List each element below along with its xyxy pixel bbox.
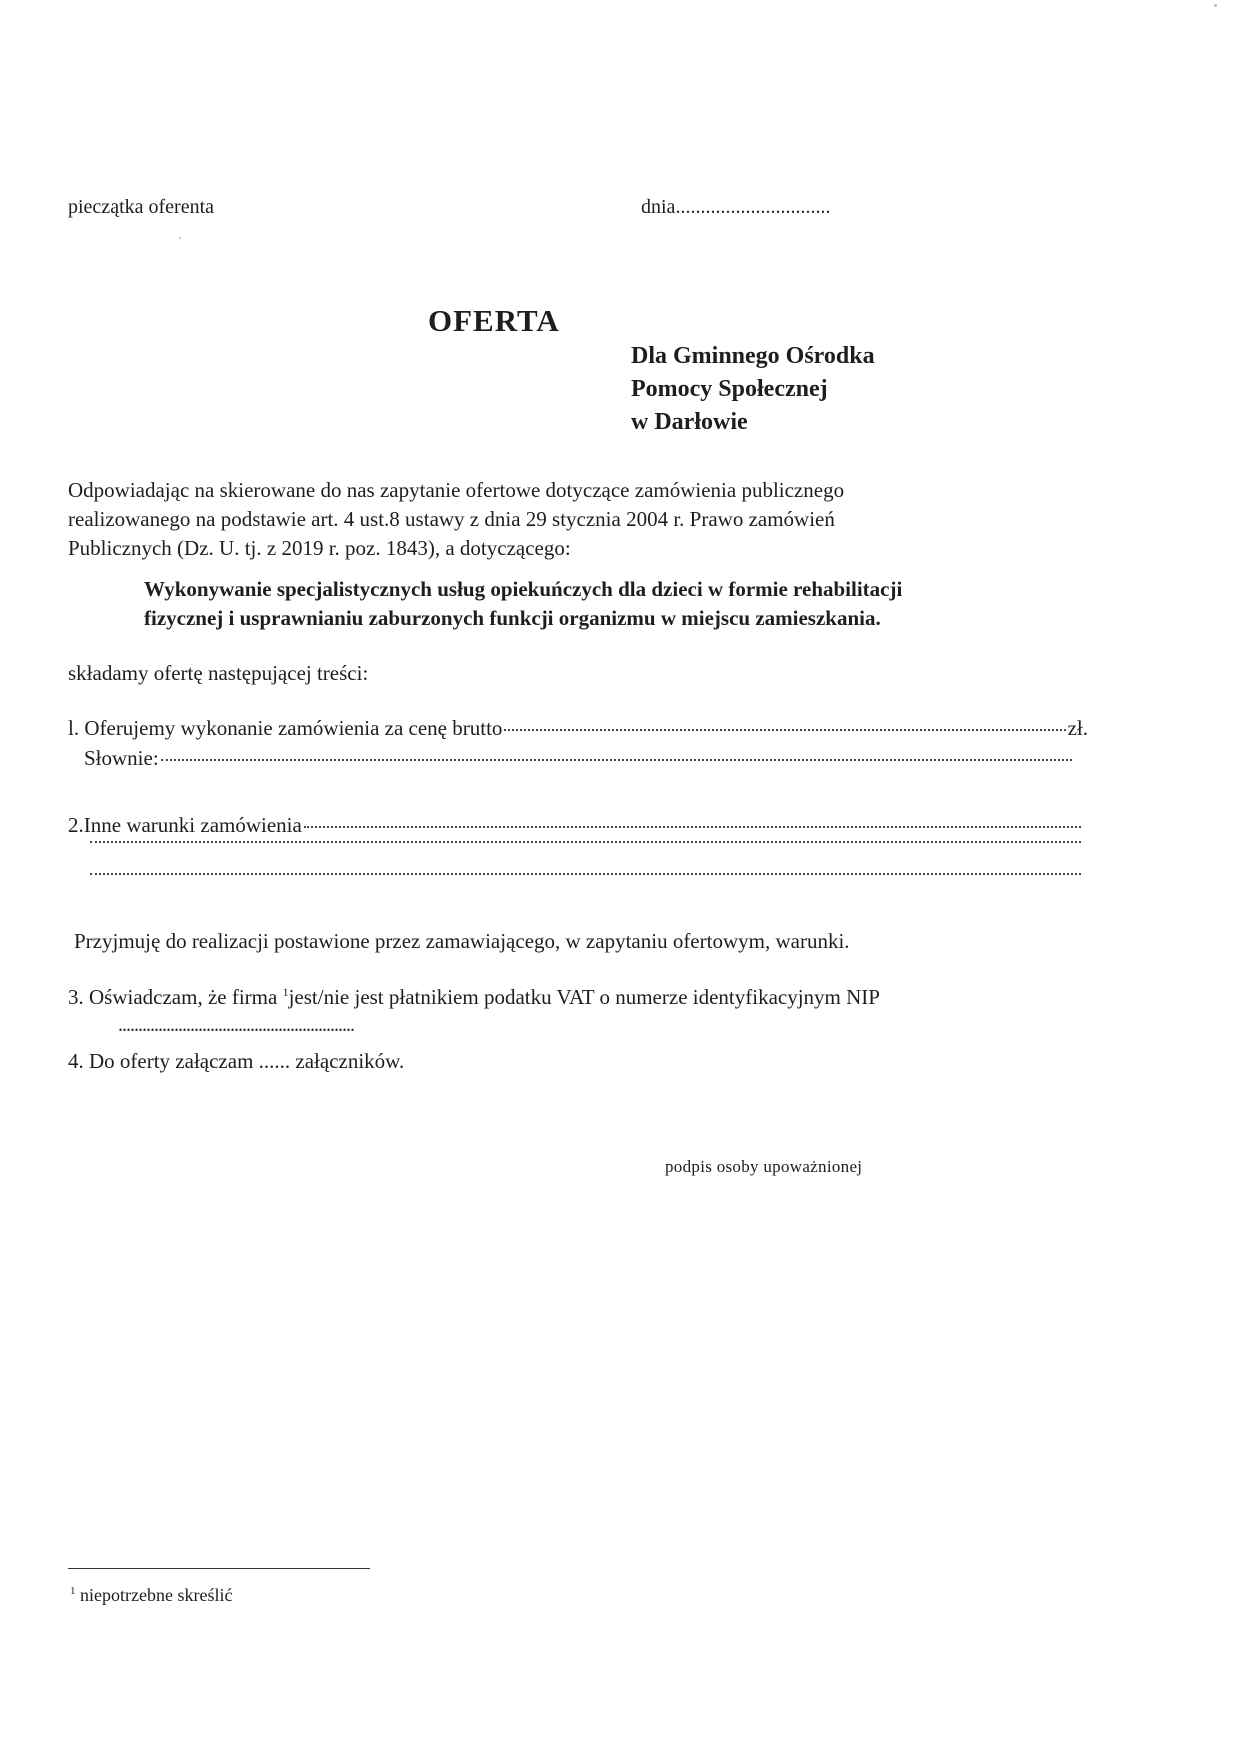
subject-line-2: fizycznej i usprawnianiu zaburzonych funkcji organizmu w miejscu zamieszkania.	[144, 606, 881, 630]
price-unit: zł.	[1067, 716, 1088, 740]
attachments-text: 4. Do oferty załączam ...... załączników.	[68, 1049, 405, 1073]
nip-field[interactable]: ...........................................................	[118, 1014, 354, 1036]
other-conditions-label: 2.Inne warunki zamówienia	[68, 813, 302, 837]
words-row	[84, 746, 1074, 771]
vat-footnote-mark: 1	[282, 985, 289, 999]
subject-line-1: Wykonywanie specjalistycznych usług opiekuńczych dla dzieci w formie rehabilitacji	[144, 577, 903, 601]
date-label: dnia	[641, 196, 676, 218]
footnote-mark: 1	[70, 1585, 76, 1597]
recipient-line-2: Pomocy Społecznej	[631, 376, 828, 402]
recipient-line-3: w Darłowie	[631, 409, 748, 435]
footnote-text: niepotrzebne skreślić	[80, 1585, 233, 1605]
signature-label: podpis osoby upoważnionej	[665, 1157, 863, 1176]
scan-speck	[1214, 4, 1217, 7]
other-conditions-row-3	[88, 877, 1083, 901]
words-field[interactable]	[161, 759, 1072, 761]
footnote-separator	[68, 1568, 370, 1569]
other-conditions-field-1[interactable]	[304, 826, 1081, 828]
offer-intro: składamy ofertę następującej treści:	[68, 661, 369, 685]
acceptance-text: Przyjmuję do realizacji postawione przez zamawiającego, w zapytaniu ofertowym, warunki.	[74, 929, 850, 953]
intro-line-1: Odpowiadając na skierowane do nas zapytanie ofertowe dotyczące zamówienia publicznego	[68, 478, 845, 502]
vat-text: jest/nie jest płatnikiem podatku VAT o numerze identyfikacyjnym NIP	[288, 985, 880, 1009]
document-title: OFERTA	[428, 303, 560, 338]
vat-statement	[68, 985, 880, 1010]
stamp-label: pieczątka oferenta	[68, 196, 215, 218]
other-conditions-field-3[interactable]	[90, 873, 1081, 875]
words-label: Słownie:	[84, 746, 159, 770]
scan-speck	[179, 237, 181, 239]
footnote	[70, 1585, 232, 1606]
date-line[interactable]	[641, 196, 830, 219]
date-field[interactable]: ...............................	[675, 196, 831, 218]
price-label: l. Oferujemy wykonanie zamówienia za cenę brutto	[68, 716, 503, 740]
other-conditions-row-2	[88, 845, 1083, 869]
other-conditions-field-2[interactable]	[90, 841, 1081, 843]
price-row	[68, 716, 1088, 741]
vat-prefix: 3. Oświadczam, że firma	[68, 985, 278, 1009]
intro-line-2: realizowanego na podstawie art. 4 ust.8 ustawy z dnia 29 stycznia 2004 r. Prawo zamówień	[68, 507, 835, 531]
other-conditions-row	[68, 813, 1083, 838]
price-field[interactable]	[504, 729, 1065, 731]
intro-line-3: Publicznych (Dz. U. tj. z 2019 r. poz. 1843), a dotyczącego:	[68, 536, 571, 560]
recipient-line-1: Dla Gminnego Ośrodka	[631, 343, 875, 369]
